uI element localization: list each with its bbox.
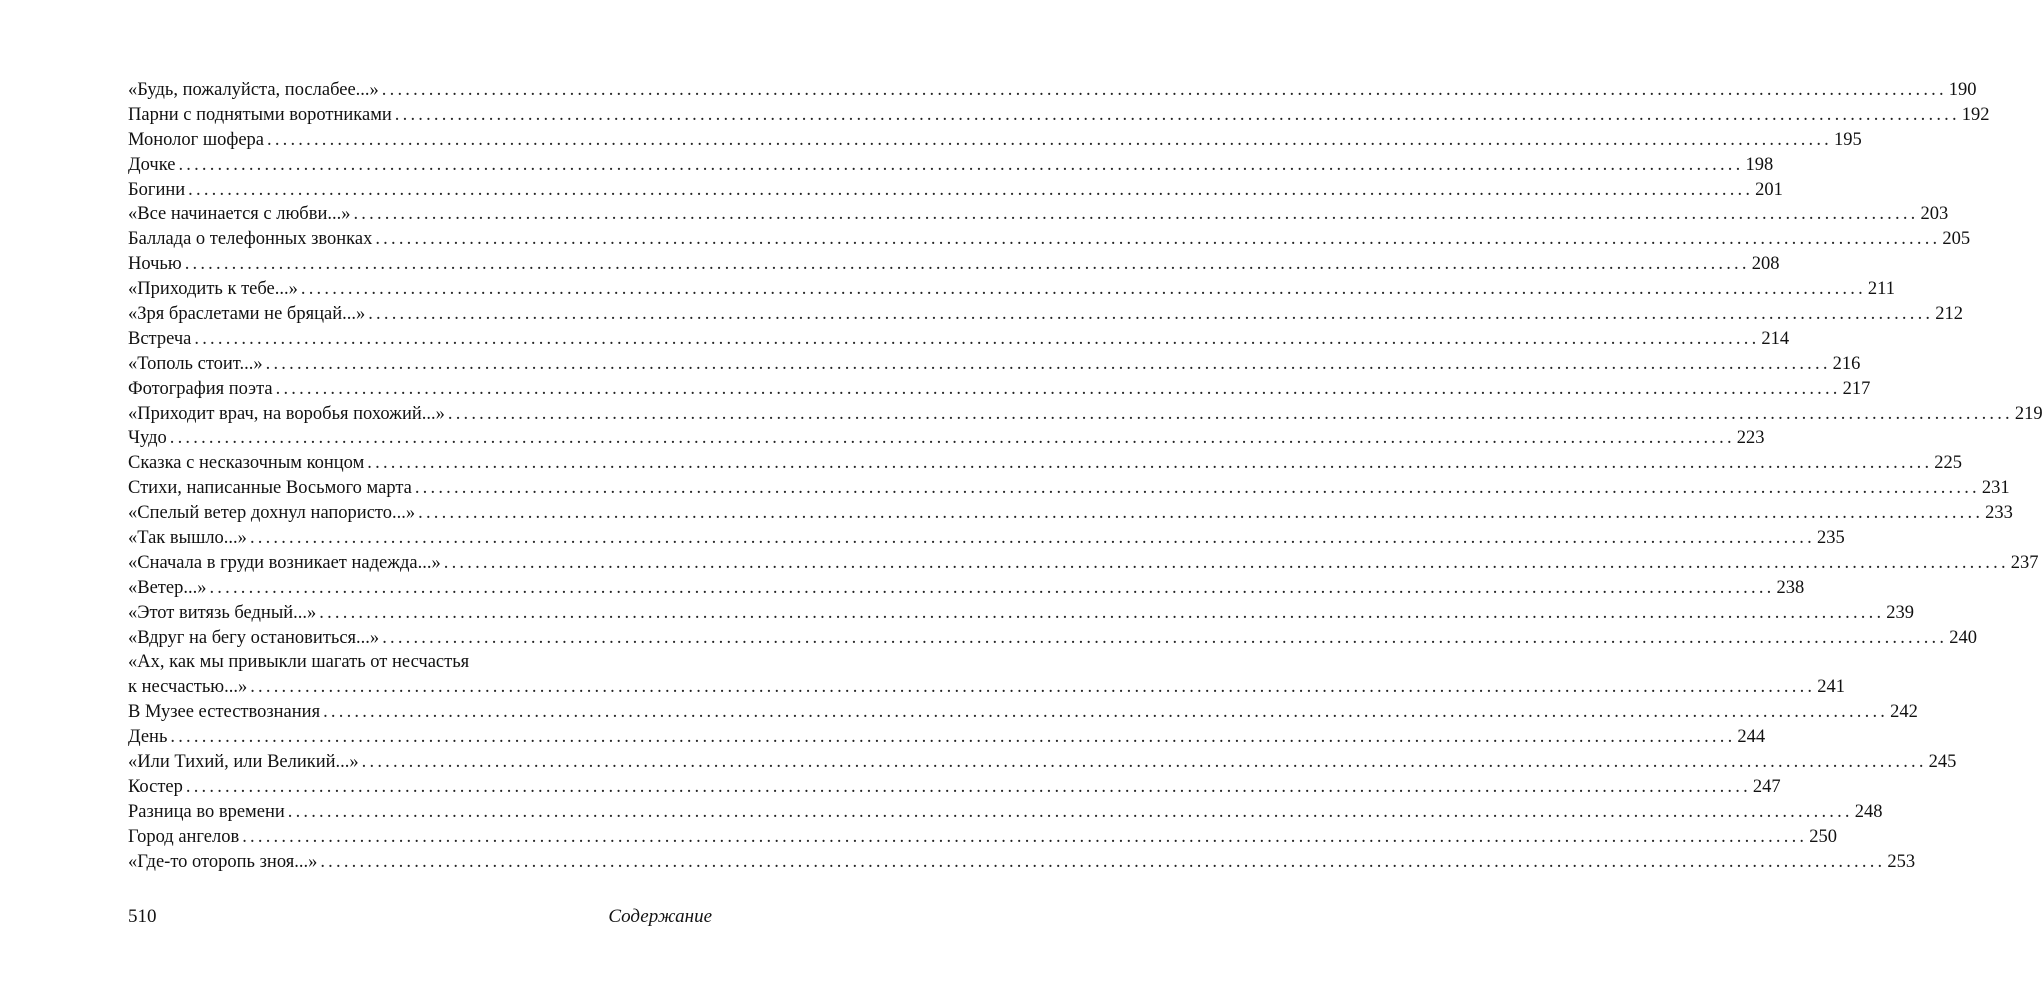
toc-entry <box>128 501 2013 526</box>
toc-entry-page: 235 <box>1816 528 1845 549</box>
toc-entry-page: 216 <box>1832 353 1861 374</box>
toc-entry-page: 217 <box>1842 378 1871 399</box>
dot-leader: ........................................................................................................................................................................................................ <box>287 801 1853 822</box>
toc-entry-title: «Так вышло...» <box>128 528 247 549</box>
toc-entry-title: Баллада о телефонных звонках <box>128 229 373 250</box>
toc-entry <box>128 576 1805 601</box>
toc-entry-title: к несчастью...» <box>128 677 248 698</box>
toc-entry-title: Монолог шофера <box>128 129 264 150</box>
toc-entry-title: В Музее естествознания <box>128 702 321 723</box>
dot-leader: ........................................................................................................................................................................................................ <box>185 776 1751 797</box>
toc-entry <box>128 302 1963 327</box>
dot-leader: ........................................................................................................................................................................................................ <box>323 702 1889 723</box>
dot-leader: ........................................................................................................................................................................................................ <box>361 752 1927 773</box>
toc-entry-title: «Сначала в груди возникает надежда...» <box>128 552 441 573</box>
dot-leader: ........................................................................................................................................................................................................ <box>300 279 1866 300</box>
toc-entry-page: 214 <box>1761 328 1790 349</box>
toc-entry-page: 223 <box>1736 428 1765 449</box>
dot-leader: ........................................................................................................................................................................................................ <box>275 378 1841 399</box>
toc-entry <box>128 725 1766 750</box>
toc-entry <box>128 800 1883 825</box>
toc-entry-title: «Этот витязь бедный...» <box>128 602 317 623</box>
dot-leader: ........................................................................................................................................................................................................ <box>184 254 1750 275</box>
toc-entry-title: «Приходит врач, на воробья похожий...» <box>128 403 445 424</box>
toc-entry-page: 238 <box>1776 577 1805 598</box>
dot-leader: ........................................................................................................................................................................................................ <box>443 552 2009 573</box>
toc-entry-page: 208 <box>1751 254 1780 275</box>
toc-entry-page: 212 <box>1935 304 1963 325</box>
toc-entry-page: 211 <box>1867 279 1895 300</box>
toc-entry <box>128 153 1774 178</box>
toc-entry <box>128 825 1837 850</box>
toc-entry-page: 233 <box>1985 503 2013 524</box>
toc-entry-title-line: «Ах, как мы привыкли шагать от несчастья <box>128 652 470 673</box>
toc-entry <box>128 526 1845 551</box>
toc-entry-page: 205 <box>1942 229 1971 250</box>
toc-entry-page: 239 <box>1886 602 1915 623</box>
toc-entry-title: «Тополь стоит...» <box>128 353 263 374</box>
running-header-section: Содержание <box>608 906 712 927</box>
toc-entry-title: Город ангелов <box>128 826 240 847</box>
toc-entry <box>128 700 1918 725</box>
toc-entry-title: Парни с поднятыми воротниками <box>128 104 392 125</box>
toc-entry-title: Костер <box>128 776 183 797</box>
toc-entry-title: «Будь, пожалуйста, послабее...» <box>128 80 379 100</box>
dot-leader: ........................................................................................................................................................................................................ <box>169 428 1735 449</box>
toc-entry-title: «Все начинается с любви...» <box>128 204 351 225</box>
dot-leader: ........................................................................................................................................................................................................ <box>188 179 1754 200</box>
toc-entry <box>128 277 1895 302</box>
dot-leader: ........................................................................................................................................................................................................ <box>250 677 1816 698</box>
toc-entry-title: «Приходить к тебе...» <box>128 279 298 300</box>
dot-leader: ........................................................................................................................................................................................................ <box>447 403 2013 424</box>
dot-leader: ........................................................................................................................................................................................................ <box>320 851 1886 872</box>
dot-leader: ........................................................................................................................................................................................................ <box>353 204 1919 225</box>
toc-entry-title: Встреча <box>128 328 192 349</box>
dot-leader: ........................................................................................................................................................................................................ <box>375 229 1941 250</box>
dot-leader: ........................................................................................................................................................................................................ <box>242 826 1808 847</box>
toc-entry <box>128 227 1971 252</box>
toc-entry-title: «Ветер...» <box>128 577 207 598</box>
toc-entry <box>128 78 1977 103</box>
toc-entry-title: «Где-то оторопь зноя...» <box>128 851 318 872</box>
toc-entry <box>128 128 1862 153</box>
toc-entry-page: 195 <box>1834 129 1862 150</box>
dot-leader: ........................................................................................................................................................................................................ <box>418 503 1984 524</box>
toc-entry-page: 244 <box>1737 727 1766 748</box>
toc-entry <box>128 327 1790 352</box>
toc-entry <box>128 551 2039 576</box>
toc-entry <box>128 426 1765 451</box>
dot-leader: ........................................................................................................................................................................................................ <box>267 129 1832 150</box>
toc-entry-title: Стихи, написанные Восьмого марта <box>128 478 412 499</box>
toc-entry-title: Дочке <box>128 154 176 175</box>
toc-entry-page: 203 <box>1920 204 1949 225</box>
toc-entry <box>128 601 1915 626</box>
dot-leader: ........................................................................................................................................................................................................ <box>194 328 1760 349</box>
toc-entry-page: 201 <box>1755 179 1783 200</box>
toc-entry-page: 242 <box>1890 702 1918 723</box>
toc-entry <box>128 103 1990 128</box>
toc-entry-page: 190 <box>1948 80 1977 100</box>
table-of-contents <box>128 78 2043 875</box>
toc-entry-page: 231 <box>1981 478 2010 499</box>
toc-entry <box>128 675 1845 700</box>
dot-leader: ........................................................................................................................................................................................................ <box>319 602 1885 623</box>
toc-entry <box>128 402 2043 427</box>
toc-entry <box>128 451 1963 476</box>
dot-leader: ........................................................................................................................................................................................................ <box>249 528 1815 549</box>
dot-leader: ........................................................................................................................................................................................................ <box>209 577 1775 598</box>
dot-leader: ........................................................................................................................................................................................................ <box>414 478 1980 499</box>
page-number: 510 <box>128 906 157 927</box>
toc-entry-page: 237 <box>2010 552 2039 573</box>
toc-entry-page: 245 <box>1928 752 1957 773</box>
toc-entry-page: 198 <box>1745 154 1774 175</box>
dot-leader: ........................................................................................................................................................................................................ <box>394 104 1960 125</box>
toc-entry-title: «Спелый ветер дохнул напористо...» <box>128 503 416 524</box>
toc-entry <box>128 352 1861 377</box>
dot-leader: ........................................................................................................................................................................................................ <box>265 353 1831 374</box>
dot-leader: ........................................................................................................................................................................................................ <box>178 154 1744 175</box>
toc-entry-title: Богини <box>128 179 186 200</box>
dot-leader: ........................................................................................................................................................................................................ <box>170 727 1736 748</box>
toc-entry-title: «Зря браслетами не бряцай...» <box>128 304 366 325</box>
toc-entry-title: Разница во времени <box>128 801 285 822</box>
dot-leader: ........................................................................................................................................................................................................ <box>382 627 1948 648</box>
toc-entry-title: Ночью <box>128 254 182 275</box>
toc-entry-page: 250 <box>1809 826 1837 847</box>
dot-leader: ........................................................................................................................................................................................................ <box>367 453 1933 474</box>
toc-entry-page: 219 <box>2014 403 2043 424</box>
toc-entry-page: 253 <box>1887 851 1916 872</box>
toc-entry-title: Сказка с несказочным концом <box>128 453 365 474</box>
dot-leader: ........................................................................................................................................................................................................ <box>368 304 1934 325</box>
toc-entry <box>128 178 1783 203</box>
toc-entry-page: 248 <box>1854 801 1883 822</box>
toc-entry <box>128 377 1871 402</box>
toc-entry-title: «Вдруг на бегу остановиться...» <box>128 627 380 648</box>
toc-entry-page: 192 <box>1961 104 1990 125</box>
dot-leader: ........................................................................................................................................................................................................ <box>381 80 1947 100</box>
toc-entry <box>128 202 1949 227</box>
toc-entry-page: 240 <box>1949 627 1977 648</box>
toc-entry-title: День <box>128 727 168 748</box>
toc-entry-page: 225 <box>1934 453 1963 474</box>
toc-entry-page: 247 <box>1752 776 1781 797</box>
toc-entry-page: 241 <box>1817 677 1845 698</box>
toc-entry <box>128 775 1781 800</box>
toc-entry <box>128 476 2010 501</box>
toc-entry <box>128 626 1977 651</box>
toc-entry <box>128 850 1916 875</box>
toc-entry-title: «Или Тихий, или Великий...» <box>128 752 359 773</box>
toc-entry <box>128 252 1780 277</box>
toc-entry <box>128 750 1957 775</box>
toc-entry-title: Чудо <box>128 428 167 449</box>
toc-entry-title: Фотография поэта <box>128 378 273 399</box>
